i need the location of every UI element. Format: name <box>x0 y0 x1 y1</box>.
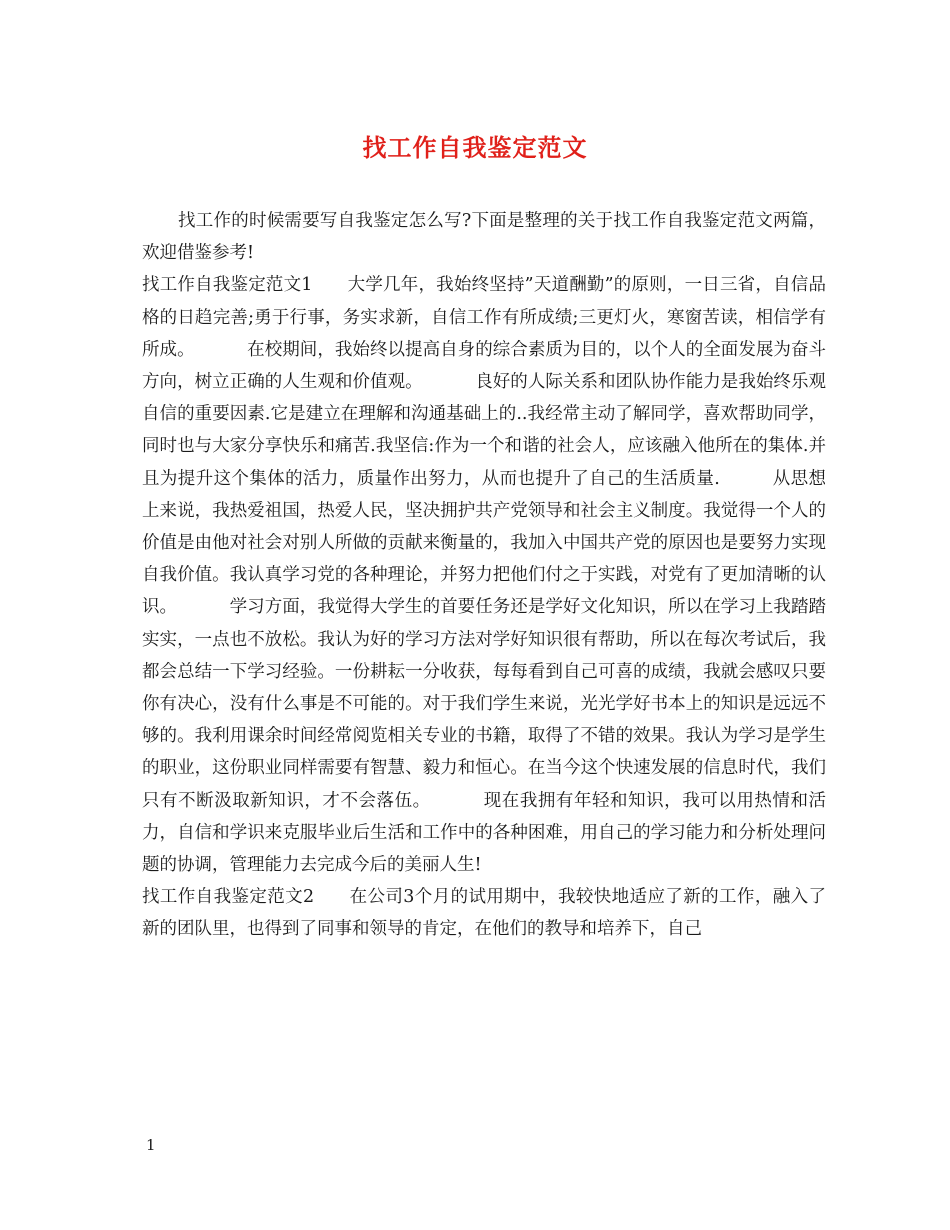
sample-2-heading: 找工作自我鉴定范文2 <box>142 887 315 908</box>
sample-1-segment: 从思想上来说，我热爱祖国，热爱人民，坚决拥护共产党领导和社会主义制度。我觉得一个人的价值是由他对社会对别人所做的贡献来衡量的，我加入中国共产党的原因也是要努力实现自我价值。我认真学习党的各种理论，并努力把他们付之于实践，对党有了更加清晰的认识。 <box>142 468 827 618</box>
sample-1-heading: 找工作自我鉴定范文1 <box>142 275 313 296</box>
sample-1-segment: 学习方面，我觉得大学生的首要任务还是学好文化知识，所以在学习上我踏踏实实，一点也不放松。我认为好的学习方法对学好知识很有帮助，所以在每次考试后，我都会总结一下学习经验。一份耕耘一分收获，每每看到自己可喜的成绩，我就会感叹只要你有决心，没有什么事是不可能的。对于我们学生来说，光光学好书本上的知识是远远不够的。我利用课余时间经常阅览相关专业的书籍，取得了不错的效果。我认为学习是学生的职业，这份职业同样需要有智慧、毅力和恒心。在当今这个快速发展的信息时代，我们只有不断汲取新知识，才不会落伍。 <box>142 597 827 811</box>
sample-1-paragraph <box>142 269 826 881</box>
sample-2-paragraph <box>142 881 826 945</box>
sample-1-segment: 在校期间，我始终以提高自身的综合素质为目的，以个人的全面发展为奋斗方向，树立正确的人生观和价值观。 <box>142 339 826 393</box>
document-body <box>142 205 826 946</box>
sample-1-segment: 现在我拥有年轻和知识，我可以用热情和活力，自信和学识来克服毕业后生活和工作中的各种困难，用自己的学习能力和分析处理问题的协调，管理能力去完成今后的美丽人生! <box>142 790 827 876</box>
intro-paragraph: 找工作的时候需要写自我鉴定怎么写?下面是整理的关于找工作自我鉴定范文两篇，欢迎借鉴参考! <box>142 211 826 264</box>
sample-2-segment: 在公司3个月的试用期中，我较快地适应了新的工作，融入了新的团队里，也得到了同事和领导的肯定，在他们的教导和培养下，自己 <box>142 887 826 940</box>
sample-1-segment: 大学几年，我始终坚持”天道酬勤”的原则，一日三省，自信品格的日趋完善;勇于行事，务实求新，自信工作有所成绩;三更灯火，寒窗苦读，相信学有所成。 <box>142 275 826 360</box>
page-number: 1 <box>146 1136 156 1154</box>
sample-1-segment: 良好的人际关系和团队协作能力是我始终乐观自信的重要因素.它是建立在理解和沟通基础上的..我经常主动了解同学，喜欢帮助同学，同时也与大家分享快乐和痛苦.我坚信:作为一个和谐的社会人，应该融入他所在的集体.并且为提升这个集体的活力，质量作出努力，从而也提升了自己的生活质量. <box>142 372 827 489</box>
document-title: 找工作自我鉴定范文 <box>362 133 588 162</box>
